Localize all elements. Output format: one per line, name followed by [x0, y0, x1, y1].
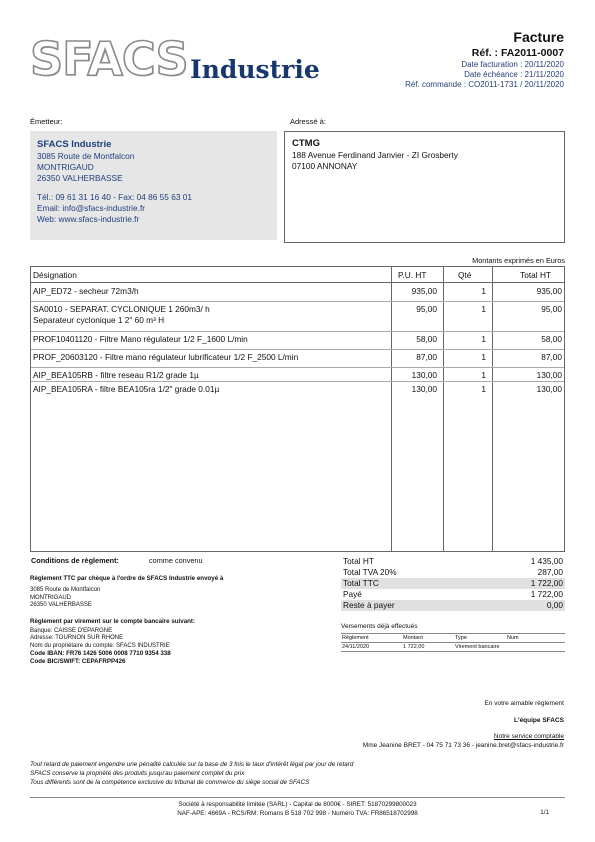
- invoice-header: [405, 29, 564, 90]
- total-row: [341, 567, 565, 578]
- total-value: 1 722,00: [530, 578, 563, 588]
- payments-title: Versements déjà effectués: [341, 623, 418, 630]
- row-designation: SA0010 - SEPARAT. CYCLONIQUE 1 260m3/ h: [33, 304, 210, 314]
- row-unit-price: 130,00: [411, 384, 437, 394]
- cheque-address-line: 26350 VALHERBASSE: [30, 602, 92, 608]
- logo-sfacs-text: SFACS: [30, 32, 188, 86]
- table-row: [31, 367, 564, 382]
- row-designation: AIP_BEA105RA - filtre BEA105ra 1/2" grade 0.01µ: [33, 384, 220, 394]
- row-total: 95,00: [541, 304, 562, 314]
- table-row: [31, 331, 564, 350]
- table-row: [31, 301, 564, 332]
- payment-type: Virement bancaire: [455, 644, 500, 650]
- footer-line: NAF-APE: 4669A - RCS/RM: Romans B 518 702 998 - Numéro TVA: FR86518702998: [177, 810, 418, 817]
- total-row: [341, 578, 565, 589]
- total-value: 1 722,00: [530, 589, 563, 599]
- payments-col-num: Num: [507, 635, 519, 641]
- currency-note: Montants exprimés en Euros: [472, 256, 565, 265]
- conditions-value: comme convenu: [149, 556, 203, 565]
- row-total: 130,00: [536, 370, 562, 380]
- logo-industrie-text: Industrie: [190, 55, 320, 84]
- account-holder: Nom du propriétaire du compte: SFACS INDUSTRIE: [30, 642, 170, 649]
- invoice-reference: Réf. : FA2011-0007: [471, 47, 564, 59]
- row-designation-detail: Separateur cyclonique 1 2" 60 m³ H: [33, 315, 165, 325]
- row-designation: PROF_20603120 - Filtre mano régulateur lubrificateur 1/2 F_2500 L/min: [33, 352, 299, 362]
- page-number: 1/1: [540, 809, 549, 816]
- conditions-label: Conditions de règlement:: [31, 556, 119, 565]
- row-designation: AIP_BEA105RB - filtre reseau R1/2 grade 1µ: [33, 370, 199, 380]
- row-unit-price: 935,00: [411, 286, 437, 296]
- company-footer: [30, 800, 565, 818]
- sender-email: Email: info@sfacs-industrie.fr: [37, 203, 146, 213]
- table-row: [31, 381, 564, 395]
- sender-name: SFACS Industrie: [37, 139, 112, 150]
- total-row: [341, 556, 565, 567]
- payment-conditions: [30, 556, 330, 666]
- invoice-date: Date facturation : 20/11/2020: [461, 60, 564, 69]
- payment-date: 24/11/2020: [342, 644, 370, 650]
- document-title: Facture: [513, 29, 564, 45]
- sender-phone: Tél.: 09 61 31 16 40 - Fax: 04 86 55 63 01: [37, 192, 192, 202]
- row-designation: AIP_ED72 - secheur 72m3/h: [33, 286, 139, 296]
- order-reference: Réf. commande : CO2011-1731 / 20/11/2020: [405, 80, 564, 89]
- table-row: [31, 283, 564, 302]
- closing-phrase: En votre aimable règlement: [484, 700, 564, 707]
- bank-name: Banque: CAISSE D'EPARGNE: [30, 627, 113, 634]
- sender-address-line: 3085 Route de Montfalcon: [37, 151, 135, 161]
- bic-code: Code BIC/SWIFT: CEPAFRPP426: [30, 658, 126, 665]
- payments-col-reglement: Règlement: [342, 635, 369, 641]
- cheque-instructions-title: Règlement TTC par chèque à l'ordre de SFACS Industrie envoyé à: [30, 575, 224, 582]
- sender-address-line: 26350 VALHERBASSE: [37, 173, 123, 183]
- due-date: Date échéance : 21/11/2020: [464, 70, 564, 79]
- row-total: 87,00: [541, 352, 562, 362]
- legal-line: Tous différents sont de la compétence exclusive du tribunal de commerce du siège social de SFACS: [30, 779, 310, 786]
- total-label: Total HT: [343, 556, 374, 566]
- col-header-quantity: Qté: [458, 270, 472, 280]
- iban-code: Code IBAN: FR76 1426 5006 0008 7710 9354 338: [30, 650, 171, 657]
- total-value: 1 435,00: [530, 556, 563, 566]
- row-total: 130,00: [536, 384, 562, 394]
- row-designation: PROF10401120 - Filtre Mano régulateur 1/2 F_1600 L/min: [33, 334, 248, 344]
- footer-line: Société à responsabilité limitée (SARL) - Capital de 8000€ - SIRET: 51870299800023: [178, 801, 417, 808]
- payments-col-type: Type: [455, 635, 467, 641]
- sender-website: Web: www.sfacs-industrie.fr: [37, 214, 140, 224]
- col-header-designation: Désignation: [33, 270, 77, 280]
- total-value: 0,00: [546, 600, 563, 610]
- col-header-total: Total HT: [520, 270, 551, 280]
- cheque-address-line: MONTRIGAUD: [30, 594, 71, 601]
- row-quantity: 1: [481, 334, 486, 344]
- row-quantity: 1: [481, 352, 486, 362]
- legal-notice: [30, 760, 450, 787]
- col-header-unit-price: P.U. HT: [398, 270, 427, 280]
- total-label: Total TTC: [343, 578, 379, 588]
- legal-line: SFACS conserve la propriété des produits jusqu'au paiement complet du prix: [30, 770, 245, 777]
- payments-row: [341, 643, 565, 652]
- table-row: [31, 349, 564, 368]
- sender-address-line: MONTRIGAUD: [37, 162, 94, 172]
- recipient-label: Adressé à:: [290, 117, 326, 126]
- totals-block: [341, 556, 565, 611]
- row-unit-price: 95,00: [416, 304, 437, 314]
- total-label: Payé: [343, 589, 362, 599]
- items-table: [30, 266, 565, 552]
- payments-col-montant: Montant: [403, 635, 423, 641]
- company-logo: [30, 32, 320, 86]
- accounting-service: Notre service comptable: [493, 733, 564, 740]
- total-row: [341, 589, 565, 600]
- sender-box: [30, 131, 277, 240]
- row-total: 58,00: [541, 334, 562, 344]
- payments-made: [341, 623, 565, 652]
- payments-table: [341, 633, 565, 652]
- legal-line: Tout retard de paiement engendre une pénalité calculée sur la base de 3 fois le taux d'intérêt légal par jour de retard: [30, 761, 354, 768]
- footer-divider: [30, 797, 565, 798]
- cheque-address-line: 3085 Route de Montfalcon: [30, 587, 101, 593]
- sender-label: Émetteur:: [30, 117, 63, 126]
- row-total: 935,00: [536, 286, 562, 296]
- row-quantity: 1: [481, 286, 486, 296]
- recipient-address-line: 07100 ANNONAY: [292, 161, 358, 171]
- recipient-name: CTMG: [292, 138, 320, 149]
- team-signature: L'équipe SFACS: [514, 717, 564, 724]
- total-label: Total TVA 20%: [343, 567, 397, 577]
- row-quantity: 1: [481, 370, 486, 380]
- bank-address: Adresse: TOURNON SUR RHONE: [30, 635, 124, 641]
- accounting-contact: Mme Jeanine BRET - 04 75 71 73 36 - jeanine.bret@sfacs-industrie.fr: [362, 742, 564, 749]
- row-quantity: 1: [481, 304, 486, 314]
- row-unit-price: 58,00: [416, 334, 437, 344]
- payment-amount: 1 722,00: [403, 644, 425, 650]
- recipient-box: [284, 131, 565, 243]
- total-value: 287,00: [537, 567, 563, 577]
- total-label: Reste à payer: [343, 600, 395, 610]
- row-unit-price: 130,00: [411, 370, 437, 380]
- row-unit-price: 87,00: [416, 352, 437, 362]
- transfer-instructions-title: Règlement par virement sur le compte bancaire suivant:: [30, 617, 196, 625]
- payments-header-row: [341, 633, 565, 643]
- recipient-address-line: 188 Avenue Ferdinand Janvier - ZI Grosberty: [292, 150, 458, 160]
- total-row: [341, 600, 565, 611]
- row-quantity: 1: [481, 384, 486, 394]
- signature-block: [363, 700, 564, 749]
